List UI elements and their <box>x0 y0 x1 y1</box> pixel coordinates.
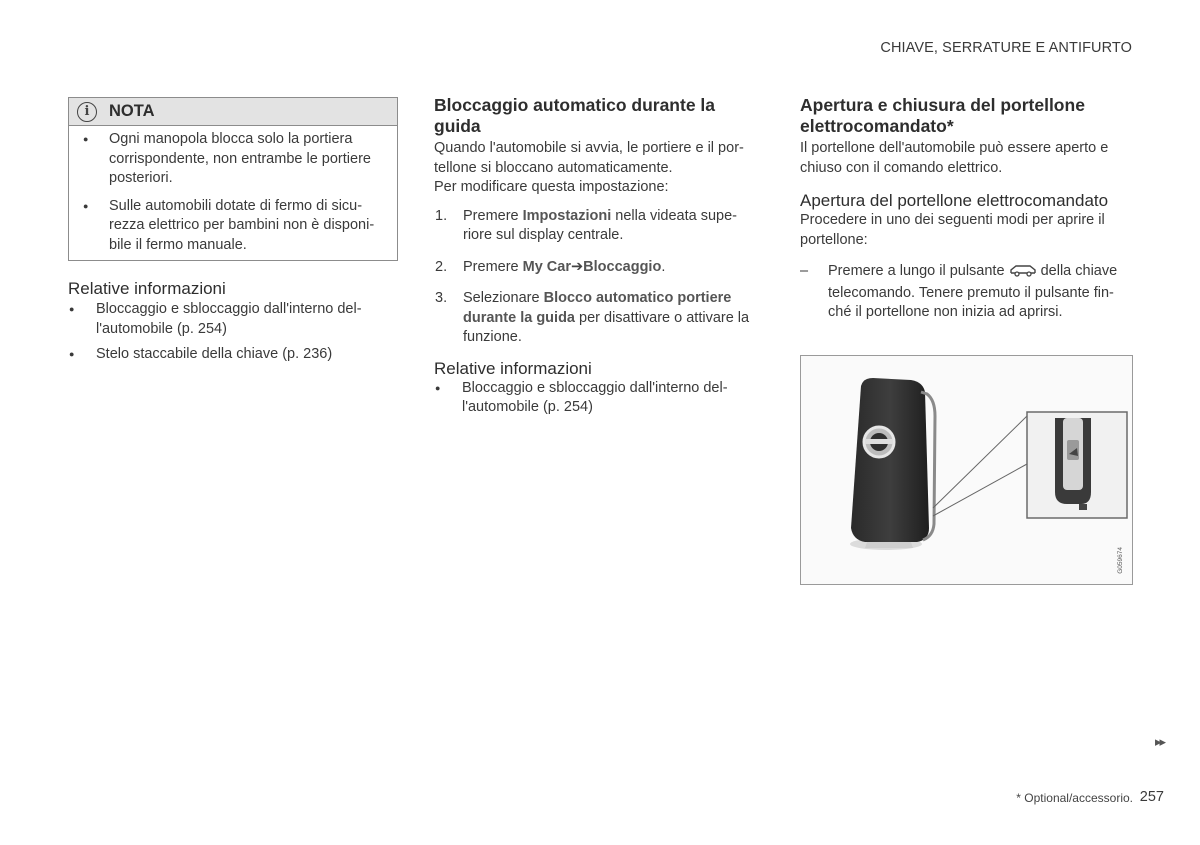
col1-related <box>68 278 388 371</box>
section-heading: Apertura e chiusura del portellone elettrocomandato* <box>800 95 1085 136</box>
trunk-icon <box>1009 264 1037 284</box>
note-box <box>68 97 398 261</box>
note-list <box>69 126 397 255</box>
intro-text: Quando l'automobile si avvia, le portiere e il por- tellone si bloccano automaticamente. <box>434 140 744 176</box>
note-header <box>69 98 397 126</box>
menu-term: Impostazioni <box>522 207 612 224</box>
intro-text: Il portellone dell'automobile può essere aperto e chiuso con il comando elettrico. <box>800 140 1109 176</box>
continue-marker: ▸▸ <box>1154 734 1164 749</box>
arrow-right-icon: ➔ <box>571 258 584 275</box>
subheading: Apertura del portellone elettrocomandato <box>800 191 1109 210</box>
related-link[interactable]: ● Stelo staccabile della chiave (p. 236) <box>68 345 388 365</box>
intro-text-2: Per modificare questa impostazione: <box>434 179 669 195</box>
menu-term: Bloccaggio <box>583 258 662 275</box>
note-title: NOTA <box>109 102 155 120</box>
figure-code: G059674 <box>1117 547 1124 574</box>
option-item: – Premere a lungo il pulsante della chiave telecomando. Tenere premuto il pulsante fin- ché il portellone non inizia ad aprirsi. <box>800 262 1133 323</box>
key-fob-illustration <box>800 355 1133 585</box>
note-item: ● Sulle automobili dotate di fermo di sicu- rezza elettrico per bambini non è disponi- bile il fermo manuale. <box>69 197 387 256</box>
section-header: CHIAVE, SERRATURE E ANTIFURTO <box>880 40 1132 56</box>
step-item: 3. Selezionare Blocco automatico portiere durante la guida per disattivare o attivare la funzione. <box>435 290 750 345</box>
col3 <box>800 95 1133 329</box>
sub-intro-text: Procedere in uno dei seguenti modi per aprire il portellone: <box>800 212 1105 248</box>
related-list <box>434 379 764 418</box>
note-item: ● Ogni manopola blocca solo la portiera corrispondente, non entrambe le portiere posteriori. <box>69 130 387 189</box>
related-link[interactable]: ● Bloccaggio e sbloccaggio dall'interno del- l'automobile (p. 254) <box>434 379 764 418</box>
page-number: 257 <box>1139 789 1164 805</box>
section-heading: Bloccaggio automatico durante la guida <box>434 95 716 136</box>
related-heading: Relative informazioni <box>68 279 226 298</box>
menu-term: Blocco automatico portiere durante la guida <box>463 290 732 326</box>
step-item: 2. Premere My Car➔Bloccaggio. <box>435 258 666 275</box>
steps-list <box>434 207 764 348</box>
related-link[interactable]: ● Bloccaggio e sbloccaggio dall'interno del- l'automobile (p. 254) <box>68 300 388 339</box>
col2 <box>434 95 764 424</box>
key-fob-image <box>801 356 1132 584</box>
menu-term: My Car <box>522 258 571 275</box>
info-icon: i <box>77 102 97 122</box>
options-list <box>800 262 1133 323</box>
step-item: 1. Premere Impostazioni nella videata supe- riore sul display centrale. <box>435 207 738 243</box>
footnote: * Optional/accessorio. <box>1016 791 1133 805</box>
related-heading: Relative informazioni <box>434 358 592 378</box>
related-list <box>68 300 388 365</box>
